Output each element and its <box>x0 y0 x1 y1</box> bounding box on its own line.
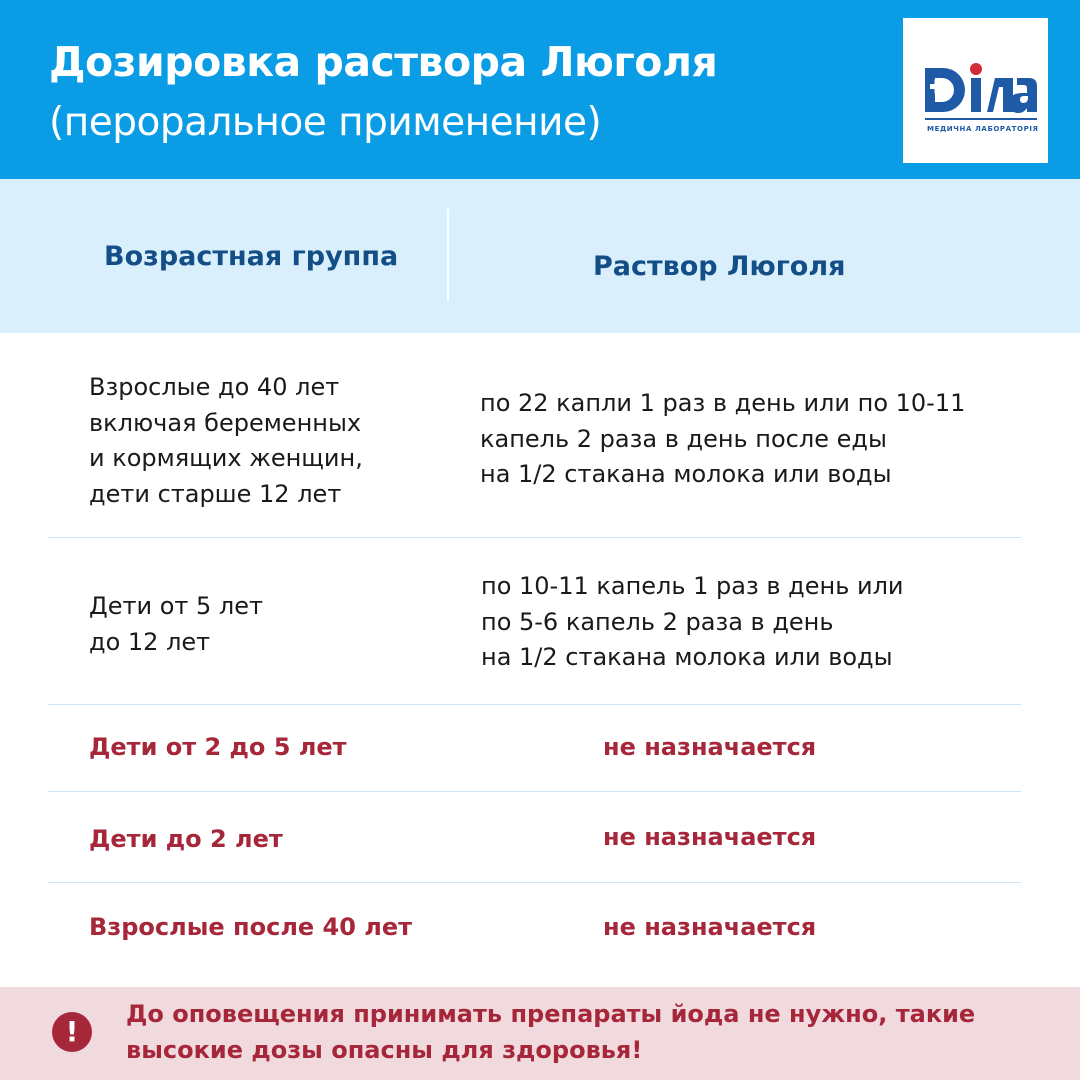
cell-line: Дети от 2 до 5 лет <box>89 733 347 761</box>
cell-line: по 5-6 капель 2 раза в день <box>481 607 834 636</box>
not-prescribed-label: не назначается <box>603 823 817 851</box>
header-banner <box>0 0 1080 179</box>
warning-text <box>126 996 975 1068</box>
table-row-2-dose <box>481 569 904 676</box>
cell-line: на 1/2 стакана молока или воды <box>481 643 893 671</box>
table-row-5-group <box>89 910 412 946</box>
cell-line: капель 2 раза в день после еды <box>480 424 887 453</box>
table-row-2-group <box>89 589 263 660</box>
exclamation-icon: ! <box>52 1012 92 1052</box>
cell-line: и кормящих женщин, <box>89 444 363 472</box>
dila-logo <box>903 18 1048 163</box>
row-separator <box>48 882 1021 883</box>
warning-line: высокие дозы опасны для здоровья! <box>126 1036 643 1064</box>
page-title: Дозировка раствора Люголя <box>49 38 718 86</box>
table-row-3-group <box>89 730 347 766</box>
cell-line: дети старше 12 лет <box>89 479 342 508</box>
cell-line: до 12 лет <box>89 627 211 656</box>
table-header <box>0 179 1080 333</box>
column-header-lugol-solution: Раствор Люголя <box>593 251 846 282</box>
table-row-3-dose <box>603 730 816 766</box>
row-separator <box>48 704 1021 705</box>
cell-line: включая беременных <box>89 408 362 437</box>
warning-line: До оповещения принимать препараты йода не нужно, такие <box>126 1000 976 1028</box>
cell-line: Взрослые после 40 лет <box>89 913 413 941</box>
cell-line: на 1/2 стакана молока или воды <box>480 460 892 488</box>
warning-banner <box>0 987 1080 1080</box>
not-prescribed-label: не назначается <box>603 913 817 941</box>
column-divider <box>447 209 449 301</box>
cell-line: Взрослые до 40 лет <box>89 373 340 401</box>
page-subtitle: (пероральное применение) <box>49 100 602 145</box>
table-row-4-dose <box>603 820 816 856</box>
row-separator <box>48 791 1021 792</box>
cell-line: Дети от 5 лет <box>89 592 263 620</box>
logo-caption: МЕДИЧНА ЛАБОРАТОРІЯ <box>927 125 1039 133</box>
cell-line: Дети до 2 лет <box>89 825 283 853</box>
logo-graphic <box>903 18 1048 163</box>
not-prescribed-label: не назначается <box>603 733 817 761</box>
table-row-1-group <box>89 370 363 512</box>
table-row-5-dose <box>603 910 816 946</box>
table-row-1-dose <box>480 386 965 493</box>
cell-line: по 22 капли 1 раз в день или по 10-11 <box>480 389 966 417</box>
row-separator <box>48 537 1021 538</box>
cell-line: по 10-11 капель 1 раз в день или <box>481 572 904 600</box>
table-row-4-group <box>89 822 283 858</box>
column-header-age-group: Возрастная группа <box>104 241 399 272</box>
